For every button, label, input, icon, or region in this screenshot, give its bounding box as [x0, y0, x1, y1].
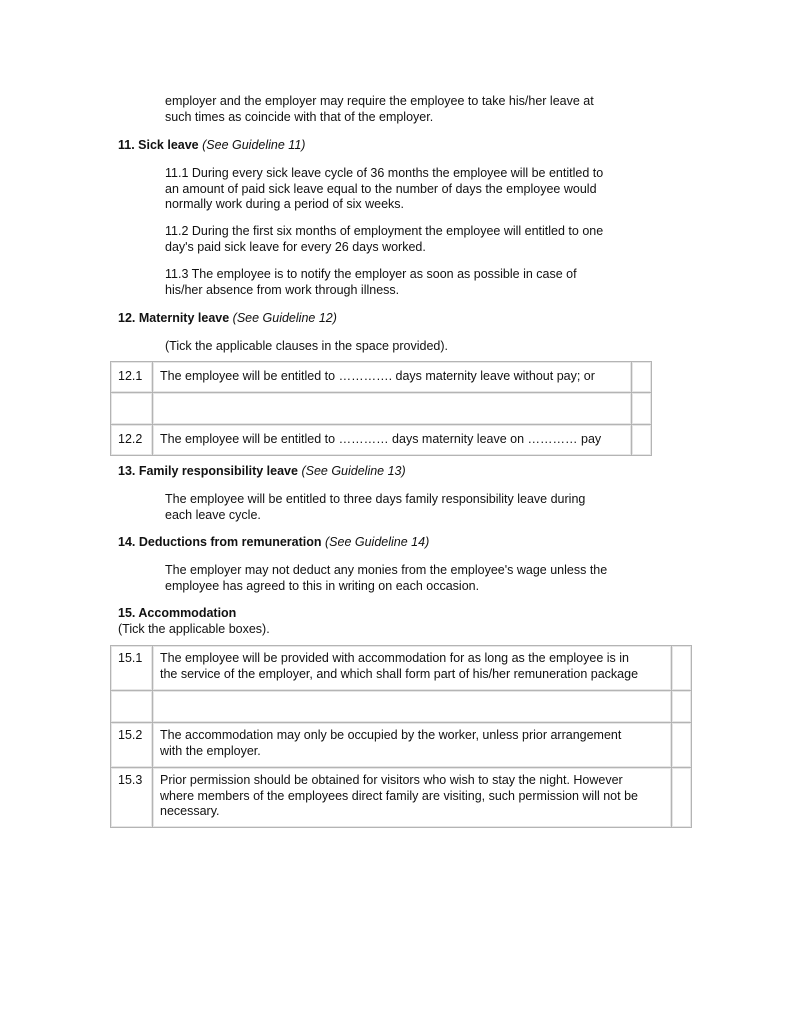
section-15-heading	[118, 606, 236, 622]
table-row	[111, 768, 692, 828]
table-row	[111, 393, 652, 425]
clause-line: necessary.	[160, 804, 220, 818]
tick-box[interactable]	[672, 723, 692, 768]
clause-number: 15.3	[111, 768, 153, 828]
section-11-heading	[118, 138, 305, 154]
section-11-1-paragraph	[165, 166, 603, 213]
paragraph-line: his/her absence from work through illness.	[165, 282, 400, 297]
section-13-guideline: (See Guideline 13)	[301, 464, 406, 478]
paragraph-line: an amount of paid sick leave equal to the number of days the employee would	[165, 181, 597, 196]
table-row	[111, 723, 692, 768]
clause-text	[153, 768, 672, 828]
paragraph-line: The employer may not deduct any monies from the employee's wage unless the	[165, 563, 608, 577]
section-13-paragraph	[165, 492, 585, 523]
clause-number: 15.1	[111, 646, 153, 691]
tick-box[interactable]	[632, 362, 652, 393]
table-row	[111, 425, 652, 456]
intro-line: such times as coincide with that of the employer.	[165, 109, 434, 124]
paragraph-line: 11.2 During the first six months of employment the employee will entitled to one	[165, 224, 604, 238]
paragraph-line: day's paid sick leave for every 26 days worked.	[165, 239, 426, 254]
clause-line: the service of the employer, and which shall form part of his/her remuneration package	[160, 666, 639, 681]
paragraph-line: employee has agreed to this in writing on each occasion.	[165, 578, 480, 593]
clause-text: The employee will be entitled to …………. days maternity leave without pay; or	[153, 362, 632, 393]
paragraph-line: 11.3 The employee is to notify the employer as soon as possible in case of	[165, 267, 577, 281]
clause-text	[153, 393, 632, 425]
section-15-title: 15. Accommodation	[118, 606, 237, 620]
clause-line: where members of the employees direct family are visiting, such permission will not be	[160, 788, 638, 803]
section-11-2-paragraph	[165, 224, 603, 255]
tick-box[interactable]	[672, 646, 692, 691]
section-11-guideline: (See Guideline 11)	[202, 138, 306, 152]
section-14-guideline: (See Guideline 14)	[325, 535, 430, 549]
table-row	[111, 362, 652, 393]
section-12-heading	[118, 311, 337, 327]
intro-line: employer and the employer may require the employee to take his/her leave at	[165, 94, 594, 108]
clause-text	[153, 691, 672, 723]
clause-number	[111, 691, 153, 723]
section-13-heading	[118, 464, 406, 480]
tick-box[interactable]	[632, 393, 652, 425]
clause-line: The employee will be provided with accommodation for as long as the employee is in	[160, 651, 629, 665]
section-12-guideline: (See Guideline 12)	[232, 311, 337, 325]
section-12-title: 12. Maternity leave	[118, 311, 230, 325]
section-14-heading	[118, 535, 429, 551]
table-row	[111, 646, 692, 691]
clause-line: with the employer.	[160, 743, 261, 758]
section-12-instruction: (Tick the applicable clauses in the space provided).	[165, 339, 449, 353]
paragraph-line: 11.1 During every sick leave cycle of 36 months the employee will be entitled to	[165, 166, 604, 180]
clause-text: The employee will be entitled to ………… days maternity leave on ………… pay	[153, 425, 632, 456]
tick-box[interactable]	[672, 768, 692, 828]
tick-box[interactable]	[672, 691, 692, 723]
clause-number	[111, 393, 153, 425]
table-row	[111, 691, 692, 723]
clause-number: 12.2	[111, 425, 153, 456]
clause-number: 15.2	[111, 723, 153, 768]
clause-line: Prior permission should be obtained for visitors who wish to stay the night. However	[160, 773, 623, 787]
maternity-leave-table	[110, 361, 652, 456]
section-14-paragraph	[165, 563, 607, 594]
section-13-title: 13. Family responsibility leave	[118, 464, 298, 478]
clause-text	[153, 646, 672, 691]
clause-line: The accommodation may only be occupied by the worker, unless prior arrangement	[160, 728, 622, 742]
clause-text	[153, 723, 672, 768]
section-11-3-paragraph	[165, 267, 577, 298]
section-14-title: 14. Deductions from remuneration	[118, 535, 322, 549]
tick-box[interactable]	[632, 425, 652, 456]
section-15-instruction: (Tick the applicable boxes).	[118, 622, 270, 636]
paragraph-line: each leave cycle.	[165, 507, 261, 522]
clause-number: 12.1	[111, 362, 153, 393]
section-11-title: 11. Sick leave	[118, 138, 199, 152]
paragraph-line: The employee will be entitled to three days family responsibility leave during	[165, 492, 586, 506]
accommodation-table	[110, 645, 692, 828]
paragraph-line: normally work during a period of six weeks.	[165, 197, 404, 211]
intro-paragraph	[165, 94, 594, 125]
